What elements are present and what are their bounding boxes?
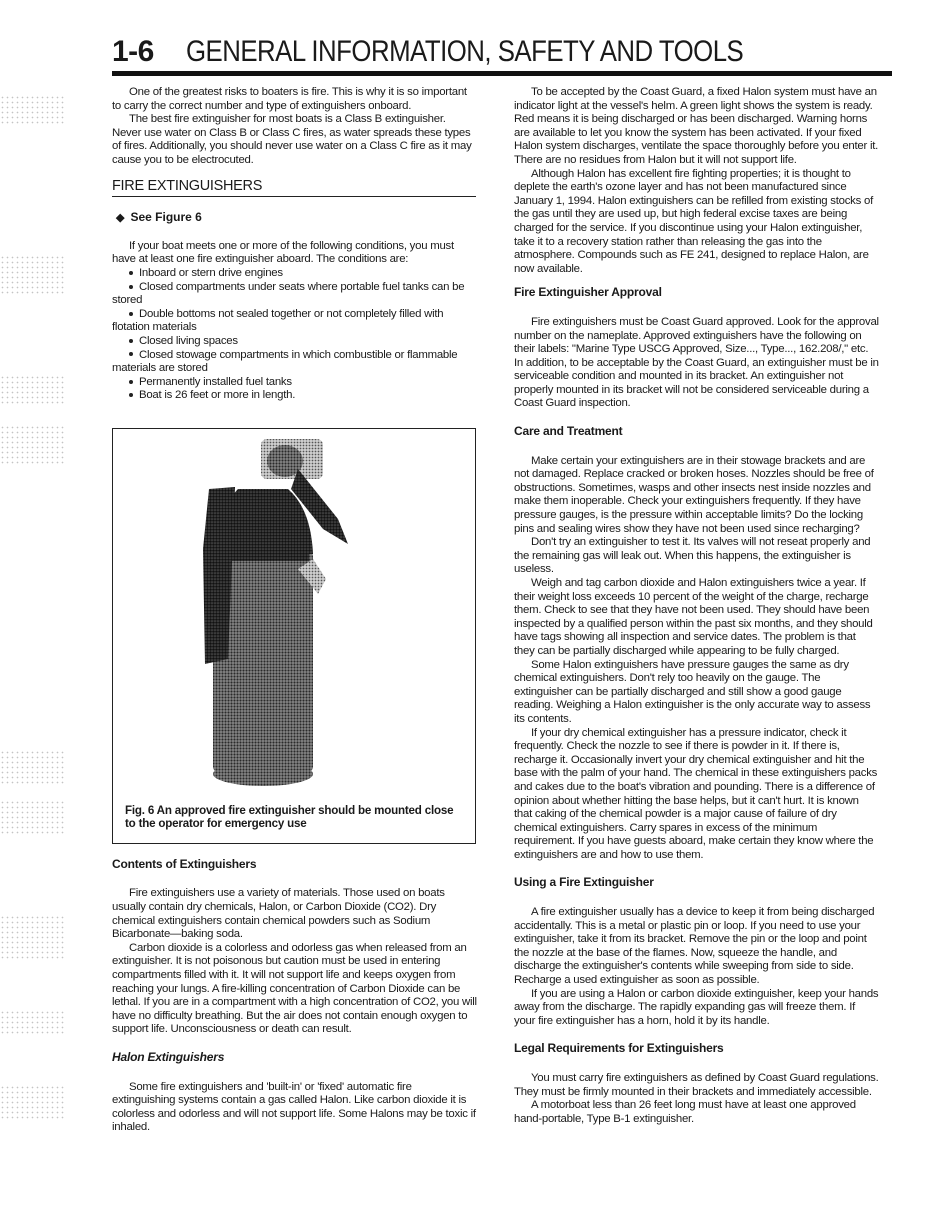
bullet-icon <box>129 339 133 343</box>
subsection-heading: Using a Fire Extinguisher <box>514 875 654 890</box>
subsection-heading: Fire Extinguisher Approval <box>514 285 662 300</box>
paragraph: A motorboat less than 26 feet long must have at least one approved hand-portable, Type B-1 extinguisher. <box>514 1099 856 1125</box>
page-title: GENERAL INFORMATION, SAFETY AND TOOLS <box>186 35 744 68</box>
list-item: Inboard or stern drive engines <box>112 267 477 281</box>
paragraph: The best fire extinguisher for most boats is a Class B extinguisher. Never use water on Class B or Class C fires, as water spreads these types of fires. Additionally, you should never use water on a Class C fire as it may cause you to be electrocuted. <box>112 113 472 166</box>
bullet-icon <box>129 285 133 289</box>
diamond-bullet-icon: ◆ <box>116 212 125 225</box>
paragraph: Although Halon has excellent fire fighting properties; it is thought to deplete the earth's ozone layer and has not been manufactured since January 1, 1994. Halon extinguishers can be refilled from existing stocks of the gas until they are used up, but high federal excise taxes are being charged for the service. If you discontinue using your Halon extinguisher, take it to a recovery station rather than releasing the gas into the atmosphere. Compounds such as FE 241, designed to replace Halon, are now available. <box>514 167 873 275</box>
paragraph: Some Halon extinguishers have pressure gauges the same as dry chemical extinguishers. Don't rely too heavily on the gauge. The extinguisher can be partially discharged and still show a good gauge reading. Weighing a Halon extinguisher is the only accurate way to assess its contents. <box>514 658 871 725</box>
subsection-heading: Care and Treatment <box>514 424 623 439</box>
paragraph: Fire extinguishers use a variety of materials. Those used on boats usually contain dry chemicals, Halon, or Carbon Dioxide (CO2). Dry chemical extinguishers contain chemical powders such as Sodium Bicarbonate—baking soda. <box>112 887 445 941</box>
page-header <box>112 33 892 75</box>
scan-noise <box>0 1010 65 1035</box>
list-item: Closed living spaces <box>112 335 477 349</box>
paragraph: Don't try an extinguisher to test it. Its valves will not reseat properly and the remaining gas will leak out. When this happens, the extinguisher is useless. <box>514 536 871 576</box>
scan-noise <box>0 255 65 295</box>
page-number: 1-6 <box>112 35 154 68</box>
scan-noise <box>0 425 65 465</box>
conditions-list <box>112 267 477 403</box>
bullet-icon <box>129 312 133 316</box>
paragraph: You must carry fire extinguishers as defined by Coast Guard regulations. They must be firmly mounted in their brackets and immediately accessible. <box>514 1072 879 1098</box>
figure-6 <box>112 428 476 844</box>
paragraph: If your boat meets one or more of the following conditions, you must have at least one fire extinguisher aboard. The conditions are: <box>112 239 454 266</box>
list-item: Boat is 26 feet or more in length. <box>112 389 477 403</box>
paragraph: Some fire extinguishers and 'built-in' or 'fixed' automatic fire extinguishing systems contain a gas called Halon. Like carbon dioxide it is colorless and odorless and will not support life. Some Halons may be toxic if inhaled. <box>112 1080 476 1134</box>
left-column <box>112 86 477 1135</box>
figure-caption: Fig. 6 An approved fire extinguisher should be mounted close to the operator for emergency use <box>125 803 454 831</box>
section-heading: FIRE EXTINGUISHERS <box>112 180 476 198</box>
paragraph: Carbon dioxide is a colorless and odorless gas when released from an extinguisher. It is not poisonous but caution must be used in entering compartments filled with it. It will not support life and keeps oxygen from reaching your lungs. A fire-killing concentration of Carbon Dioxide can be lethal. If you are in a compartment with a high concentration of CO2, you will have no difficulty breathing. But the air does not contain enough oxygen to support life. Unconsciousness or death can result. <box>112 941 477 1036</box>
bullet-icon <box>129 393 133 397</box>
bullet-icon <box>129 380 133 384</box>
see-figure-link[interactable] <box>112 211 477 226</box>
scan-noise <box>0 750 65 785</box>
scan-noise <box>0 95 65 125</box>
paragraph: Fire extinguishers must be Coast Guard approved. Look for the approval number on the nameplate. Approved extinguishers have the following on their labels: "Marine Type USCG Approved, Size..., Type..., 162.208/," etc. In addition, to be acceptable by the Coast Guard, an extinguisher must be in serviceable condition and mounted in its bracket. An extinguisher not properly mounted in its bracket will not be considered serviceable during a Coast Guard inspection. <box>514 315 879 410</box>
scan-noise <box>0 800 65 835</box>
paragraph: If your dry chemical extinguisher has a pressure indicator, check it frequently. Check the nozzle to see if there is powder in it. If there is, recharge it. Occasionally invert your dry chemical extinguisher and hit the base with the palm of your hand. The chemical in these extinguishers packs and cakes due to the boat's vibration and pounding. There is a difference of opinion about whether hitting the base helps, but it can't hurt. It is known that caking of the chemical powder is a major cause of failure of dry chemical extinguishers. Carry spares in excess of the minimum requirement. If you have guests aboard, make certain they know where the extinguishers are and how to use them. <box>514 726 878 861</box>
list-item: Permanently installed fuel tanks <box>112 376 477 390</box>
paragraph: A fire extinguisher usually has a device to keep it from being discharged accidentally. This is a metal or plastic pin or loop. If you need to use your extinguisher, take it from its bracket. Remove the pin or the loop and point the nozzle at the base of the flames. Now, squeeze the handle, and discharge the extinguisher's contents while sweeping from side to side. Recharge a used extinguisher as soon as possible. <box>514 906 875 987</box>
scan-noise <box>0 915 65 960</box>
subsection-heading: Contents of Extinguishers <box>112 856 257 871</box>
list-item: Closed compartments under seats where portable fuel tanks can be stored <box>112 280 465 307</box>
subsection-heading: Halon Extinguishers <box>112 1050 225 1064</box>
right-column <box>514 86 879 1126</box>
header-rule <box>112 71 892 76</box>
paragraph: To be accepted by the Coast Guard, a fixed Halon system must have an indicator light at the vessel's helm. A green light shows the system is ready. Red means it is being discharged or has been discharged. Warning horns are available to let you know the system has been activated. If your fixed Halon system discharges, ventilate the space thoroughly before you enter it. There are no residues from Halon but it will not support life. <box>514 86 879 166</box>
list-item: Double bottoms not sealed together or not completely filled with flotation materials <box>112 307 444 334</box>
paragraph: One of the greatest risks to boaters is fire. This is why it is so important to carry the correct number and type of extinguishers onboard. <box>112 86 467 112</box>
subsection-heading: Legal Requirements for Extinguishers <box>514 1041 724 1056</box>
paragraph: Make certain your extinguishers are in their stowage brackets and are not damaged. Replace cracked or broken hoses. Nozzles should be free of obstructions. Sometimes, wasps and other insects nest inside nozzles and make them inoperable. Check your extinguishers frequently. If they have pressure gauges, is the pressure within acceptable limits? Do the locking pins and sealing wires show they have not been used since recharging? <box>514 454 874 535</box>
paragraph: If you are using a Halon or carbon dioxide extinguisher, keep your hands away from the discharge. The rapidly expanding gas will freeze them. If your fire extinguisher has a horn, hold it by its handle. <box>514 987 879 1027</box>
scan-noise <box>0 375 65 405</box>
bullet-icon <box>129 352 133 356</box>
spacer <box>112 226 477 240</box>
fire-extinguisher-photo <box>113 429 475 789</box>
see-figure-label: See Figure 6 <box>130 210 202 225</box>
list-item: Closed stowage compartments in which combustible or flammable materials are stored <box>112 348 458 375</box>
bullet-icon <box>129 271 133 275</box>
paragraph: Weigh and tag carbon dioxide and Halon extinguishers twice a year. If their weight loss exceeds 10 percent of the weight of the charge, recharge them. Check to see that they have not been used. They should have been inspected by a qualified person within the past six months, and they should have tags showing all inspection and service dates. The problem is that they can be partially discharged while appearing to be fully charged. <box>514 577 873 657</box>
scan-noise <box>0 1085 65 1120</box>
